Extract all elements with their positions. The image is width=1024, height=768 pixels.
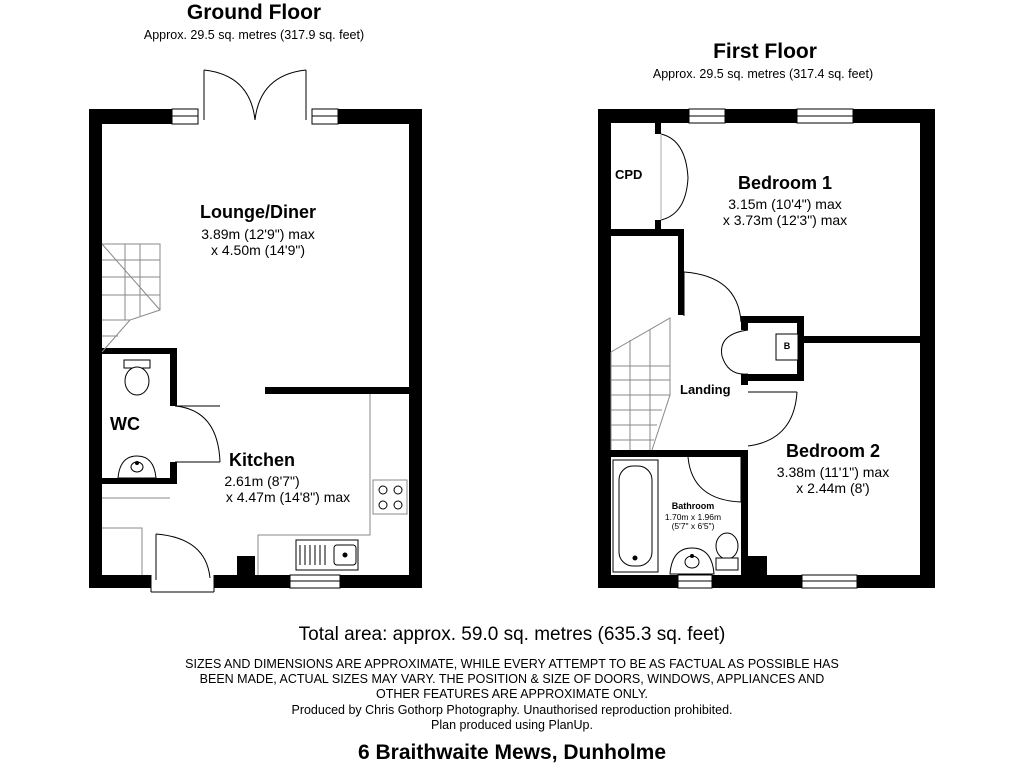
bedroom1-name: Bedroom 1 — [737, 173, 833, 193]
toilet-icon — [124, 360, 150, 395]
wc-wall-top — [100, 348, 177, 354]
bath-icon — [613, 460, 658, 572]
kitchen-dim1: 2.61m (8'7") — [224, 473, 300, 489]
bedroom2-dim1: 3.38m (11'1") max — [776, 464, 890, 480]
bedroom2-dim2: x 2.44m (8') — [796, 480, 870, 496]
bathroom-basin-icon — [670, 548, 714, 574]
bathroom-wall-top — [611, 450, 747, 457]
bedroom1-dim2: x 3.73m (12'3") max — [722, 212, 848, 228]
disclaimer-line-2: BEEN MADE, ACTUAL SIZES MAY VARY. THE POSITION & SIZE OF DOORS, WINDOWS, APPLIANCES AND — [199, 672, 825, 686]
first-floor-title: First Floor — [713, 40, 817, 63]
disclaimer-line-1: SIZES AND DIMENSIONS ARE APPROXIMATE, WHILE EVERY ATTEMPT TO BE AS FACTUAL AS POSSIBLE HAS — [185, 657, 839, 671]
boiler-label: B — [783, 341, 791, 351]
credit-line-2: Plan produced using PlanUp. — [431, 718, 593, 732]
french-doors — [204, 70, 306, 120]
credit-line-1: Produced by Chris Gothorp Photography. Unauthorised reproduction prohibited. — [291, 703, 733, 717]
bedroom2-name: Bedroom 2 — [785, 441, 881, 461]
kitchen-divider-wall — [265, 387, 411, 394]
basin-icon — [118, 456, 156, 478]
wc-name: WC — [110, 414, 140, 434]
ground-floor-area: Approx. 29.5 sq. metres (317.9 sq. feet) — [143, 28, 365, 42]
bathroom-name: Bathroom — [671, 501, 715, 511]
gf-column — [237, 556, 255, 575]
landing-name: Landing — [680, 382, 731, 397]
first-floor-stairs — [611, 318, 670, 450]
ground-floor-title: Ground Floor — [186, 1, 322, 24]
bedroom-divider-wall — [797, 336, 922, 343]
cpd-name: CPD — [615, 167, 643, 182]
property-address: 6 Braithwaite Mews, Dunholme — [357, 741, 667, 764]
gf-wall-bottom-right — [340, 575, 422, 588]
cpd-wall-bottom — [611, 229, 684, 236]
total-area: Total area: approx. 59.0 sq. metres (635.3 sq. feet) — [298, 624, 726, 645]
bedroom1-dim1: 3.15m (10'4") max — [728, 196, 842, 212]
ground-floor-plan — [89, 70, 422, 592]
lounge-diner-dim2: x 4.50m (14'9") — [210, 242, 305, 258]
bathroom-dim2: (5'7" x 6'5") — [671, 521, 715, 531]
ground-floor-stairs — [102, 244, 160, 352]
first-floor-area: Approx. 29.5 sq. metres (317.4 sq. feet) — [652, 67, 874, 81]
front-door — [151, 534, 214, 592]
disclaimer-line-3: OTHER FEATURES ARE APPROXIMATE ONLY. — [375, 687, 649, 701]
kitchen-dim2: x 4.47m (14'8") max — [225, 489, 351, 505]
lounge-diner-name: Lounge/Diner — [200, 202, 316, 222]
bathroom-toilet-icon — [716, 533, 738, 570]
gf-wall-bottom-mid — [214, 575, 290, 588]
kitchen-name: Kitchen — [228, 450, 295, 470]
sink-icon — [296, 540, 358, 570]
wc-wall-right-top — [170, 348, 177, 406]
lounge-diner-dim1: 3.89m (12'9") max — [201, 226, 315, 242]
gf-wall-bottom-left — [89, 575, 151, 588]
wc-wall-bottom — [100, 478, 177, 484]
bathroom-dim1: 1.70m x 1.96m — [664, 512, 722, 522]
landing-wall-upper — [678, 229, 684, 315]
gf-wall-right — [409, 109, 422, 588]
